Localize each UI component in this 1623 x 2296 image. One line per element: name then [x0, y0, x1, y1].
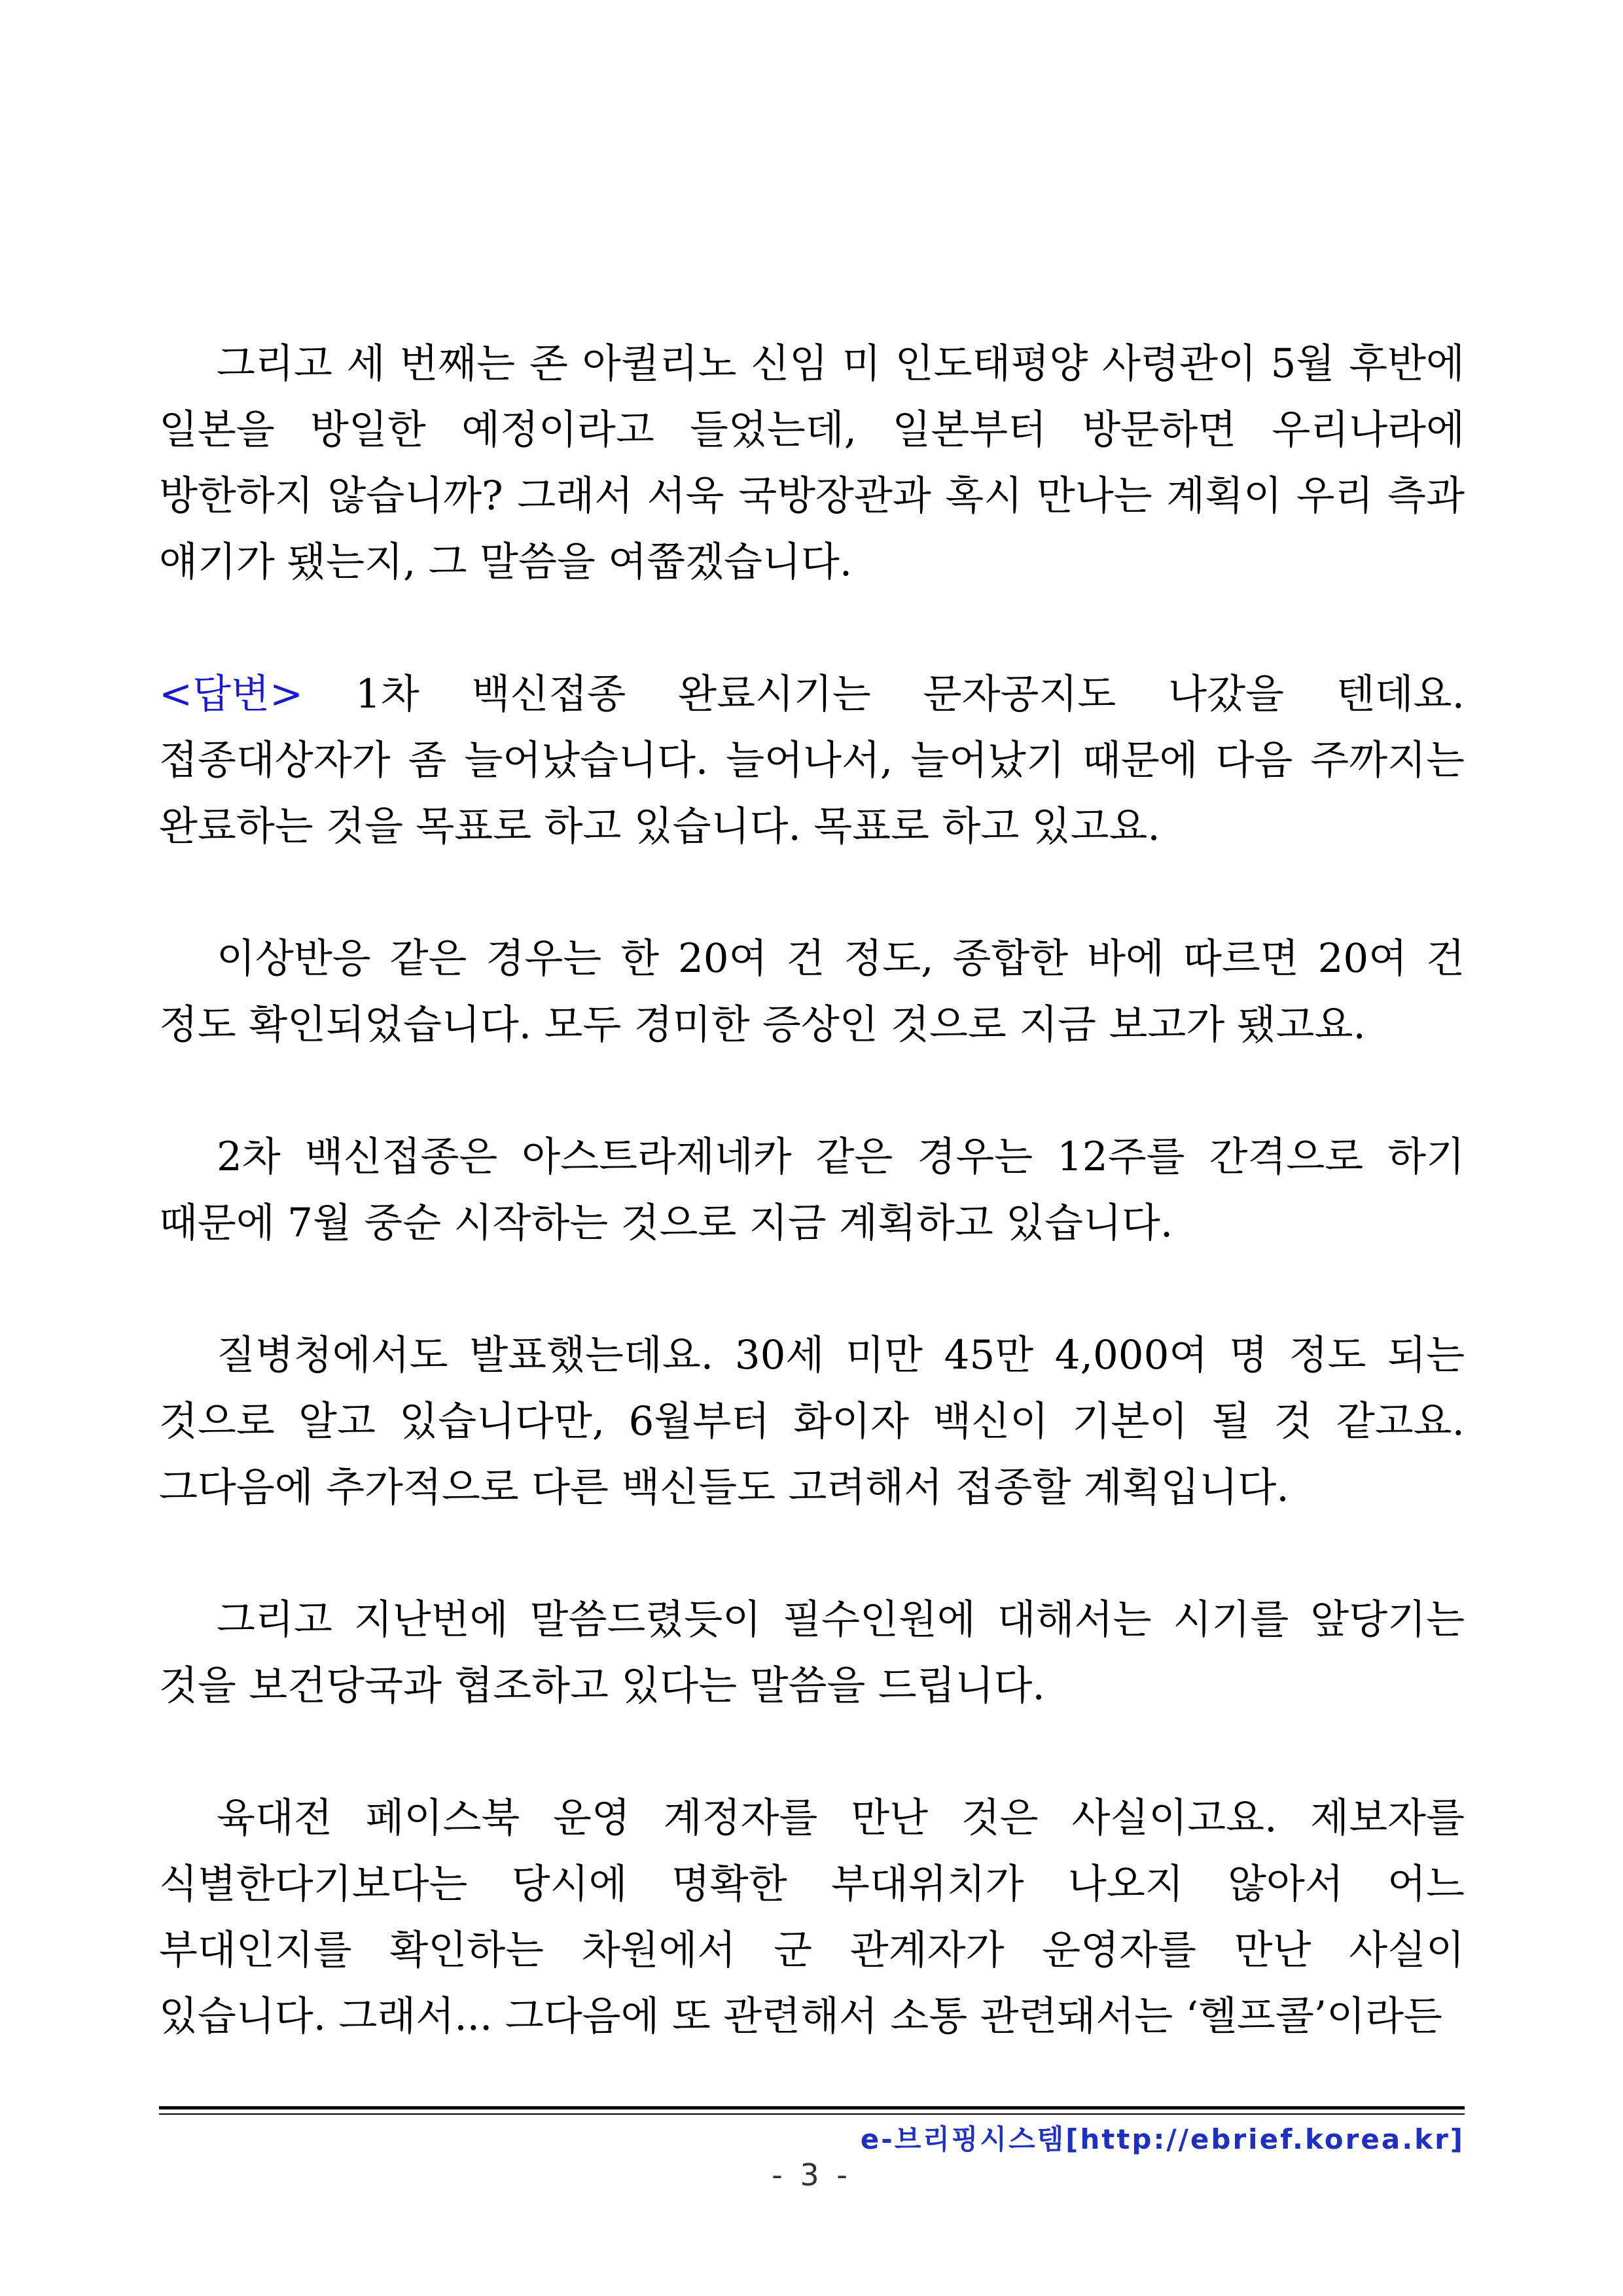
- page-number: - 3 -: [772, 2157, 851, 2193]
- paragraph-answer-intro: [159, 661, 1465, 859]
- footer-divider: [159, 2106, 1465, 2109]
- paragraph-second-dose: 2차 백신접종은 아스트라제네카 같은 경우는 12주를 간격으로 하기 때문에 7월 중순 시작하는 것으로 지금 계획하고 있습니다.: [159, 1134, 1465, 1246]
- footer-divider-thin: [159, 2113, 1465, 2115]
- document-body: [159, 331, 1465, 2115]
- answer-text: 1차 백신접종 완료시기는 문자공지도 나갔을 텐데요. 접종대상자가 좀 늘어났습니다. 늘어나서, 늘어났기 때문에 다음 주까지는 완료하는 것을 목표로 하고 있습니다. 목표로 하고 있고요.: [159, 671, 1465, 850]
- paragraph-under-30: 질병청에서도 발표했는데요. 30세 미만 45만 4,000여 명 정도 되는 것으로 알고 있습니다만, 6월부터 화이자 백신이 기본이 될 것 같고요. 그다음에 추가적으로 다른 백신들도 고려해서 접종할 계획입니다.: [159, 1332, 1465, 1511]
- paragraph-facebook-operator: 육대전 페이스북 운영 계정자를 만난 것은 사실이고요. 제보자를 식별한다기보다는 당시에 명확한 부대위치가 나오지 않아서 어느 부대인지를 확인하는 차원에서 군 관계자가 운영자를 만난 사실이 있습니다. 그래서... 그다음에 또 관련해서 소통 관련돼서는 ‘헬프콜’이라든: [159, 1795, 1465, 2039]
- answer-label: <답변>: [159, 671, 304, 717]
- paragraph-essential-personnel: 그리고 지난번에 말씀드렸듯이 필수인원에 대해서는 시기를 앞당기는 것을 보건당국과 협조하고 있다는 말씀을 드립니다.: [159, 1596, 1465, 1709]
- footer-brand-link[interactable]: e-브리핑시스템[http://ebrief.korea.kr]: [860, 2123, 1465, 2155]
- paragraph-adverse-reactions: 이상반응 같은 경우는 한 20여 건 정도, 종합한 바에 따르면 20여 건 정도 확인되었습니다. 모두 경미한 증상인 것으로 지금 보고가 됐고요.: [159, 935, 1465, 1048]
- paragraph-question-3: 그리고 세 번째는 존 아퀼리노 신임 미 인도태평양 사령관이 5월 후반에 일본을 방일한 예정이라고 들었는데, 일본부터 방문하면 우리나라에 방한하지 않습니까? 그래서 서욱 국방장관과 혹시 만나는 계획이 우리 측과 얘기가 됐는지, 그 말씀을 여쭙겠습니다.: [159, 340, 1465, 585]
